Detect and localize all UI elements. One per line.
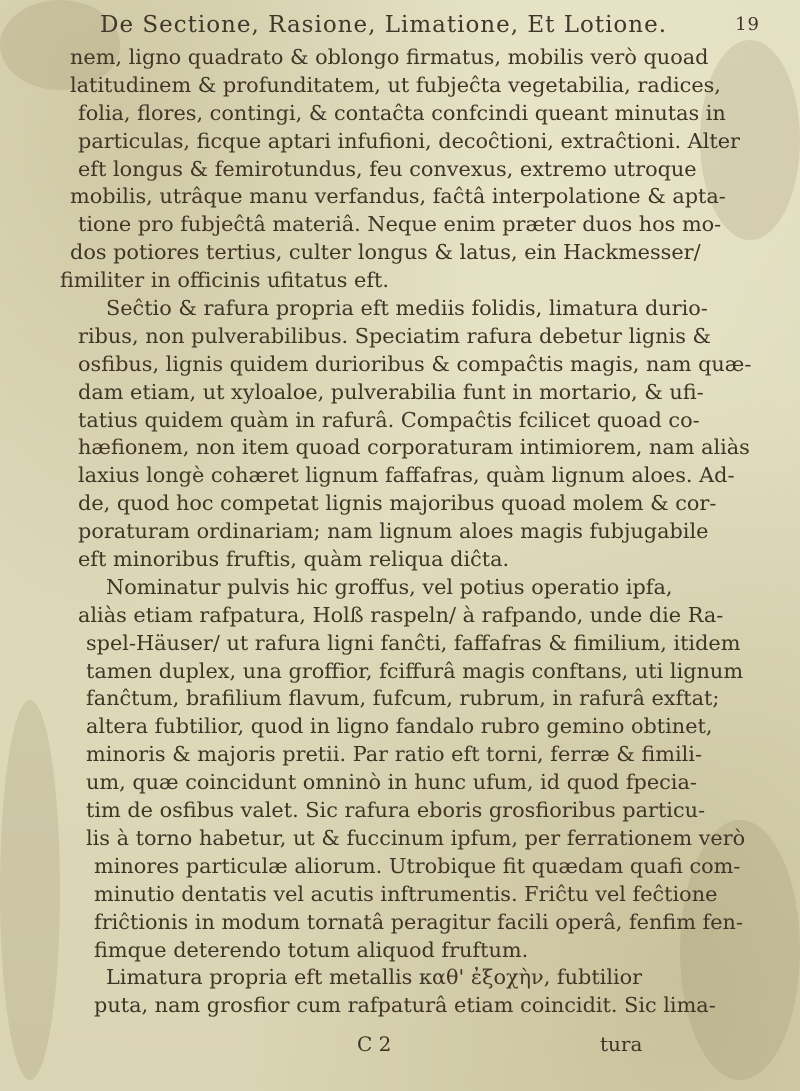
text-line: fanĉtum, brafilium flavum, fufcum, rubrum, in rafurâ exftat; xyxy=(86,686,720,711)
text-line: spel-Häuser/ ut rafura ligni fanĉti, faffafras & fimilium, itidem xyxy=(86,630,741,655)
paragraph-start: Nominatur pulvis hic groffus, vel potius operatio ipfa, xyxy=(106,574,673,599)
text-line: fimiliter in officinis ufitatus eft. xyxy=(60,268,390,293)
text-line: tamen duplex, una groffior, fciffurâ magis conftans, uti lignum xyxy=(86,658,744,683)
text-line: mobilis, utrâque manu verfandus, faĉtâ interpolatione & apta- xyxy=(70,184,726,209)
text-line: hæfionem, non item quoad corporaturam intimiorem, nam aliàs xyxy=(78,435,750,460)
text-line: eft minoribus fruftis, quàm reliqua diĉta. xyxy=(78,547,510,572)
text-line: um, quæ coincidunt omninò in hunc ufum, id quod fpecia- xyxy=(86,770,697,795)
text-line: aliàs etiam rafpatura, Holß raspeln/ à rafpando, unde die Ra- xyxy=(78,602,724,627)
text-line: folia, flores, contingi, & contaĉta confcindi queant minutas in xyxy=(78,100,726,125)
text-line: tione pro fubjeĉtâ materiâ. Neque enim præter duos hos mo- xyxy=(78,212,722,237)
text-line: poraturam ordinariam; nam lignum aloes magis fubjugabile xyxy=(78,519,709,544)
signature-mark: C 2 xyxy=(357,1032,392,1056)
text-line: dam etiam, ut xyloaloe, pulverabilia funt in mortario, & ufi- xyxy=(78,379,704,404)
page-number: 19 xyxy=(735,14,760,35)
text-line: de, quod hoc competat lignis majoribus quoad molem & cor- xyxy=(78,491,717,516)
text-line: particulas, ficque aptari infufioni, decoĉtioni, extraĉtioni. Alter xyxy=(78,128,740,153)
text-line: fimque deterendo totum aliquod fruftum. xyxy=(94,937,529,962)
text-line: ribus, non pulverabilibus. Speciatim rafura debetur lignis & xyxy=(78,323,712,348)
text-line: osfibus, lignis quidem durioribus & compaĉtis magis, nam quæ- xyxy=(78,351,752,376)
text-line: minoris & majoris pretii. Par ratio eft torni, ferræ & fimili- xyxy=(86,742,702,767)
text-line: lis à torno habetur, ut & fuccinum ipfum, per ferrationem verò xyxy=(86,825,746,850)
page-footer xyxy=(0,1030,800,1060)
text-line: altera fubtilior, quod in ligno fandalo rubro gemino obtinet, xyxy=(86,714,713,739)
text-line: eft longus & femirotundus, feu convexus, extremo utroque xyxy=(78,156,697,181)
text-line: tim de osfibus valet. Sic rafura eboris grosfioribus particu- xyxy=(86,798,706,823)
page-header xyxy=(70,8,760,44)
text-line: latitudinem & profunditatem, ut fubjeĉta vegetabilia, radices, xyxy=(70,72,721,97)
text-line: dos potiores tertius, culter longus & latus, ein Hackmesser/ xyxy=(70,240,701,265)
text-line: minores particulæ aliorum. Utrobique fit quædam quafi com- xyxy=(94,853,741,878)
text-line: friĉtionis in modum tornatâ peragitur facili operâ, fenfim fen- xyxy=(94,909,743,934)
running-head: De Sectione, Rasione, Limatione, Et Lotione. xyxy=(100,12,668,38)
body-text xyxy=(50,44,752,1020)
paragraph-start: Limatura propria eft metallis καθ' ἐξοχὴν, fubtilior xyxy=(106,965,643,990)
text-line: laxius longè cohæret lignum faffafras, quàm lignum aloes. Ad- xyxy=(78,463,735,488)
paragraph-start: Seĉtio & rafura propria eft mediis folidis, limatura durio- xyxy=(106,296,708,321)
text-line: puta, nam grosfior cum rafpaturâ etiam coincidit. Sic lima- xyxy=(94,993,716,1018)
catchword: tura xyxy=(600,1032,643,1056)
text-line: nem, ligno quadrato & oblongo firmatus, mobilis verò quoad xyxy=(70,45,709,69)
text-line: minutio dentatis vel acutis inftrumentis. Friĉtu vel feĉtione xyxy=(94,881,718,906)
text-line: tatius quidem quàm in rafurâ. Compaĉtis fcilicet quoad co- xyxy=(78,407,700,432)
